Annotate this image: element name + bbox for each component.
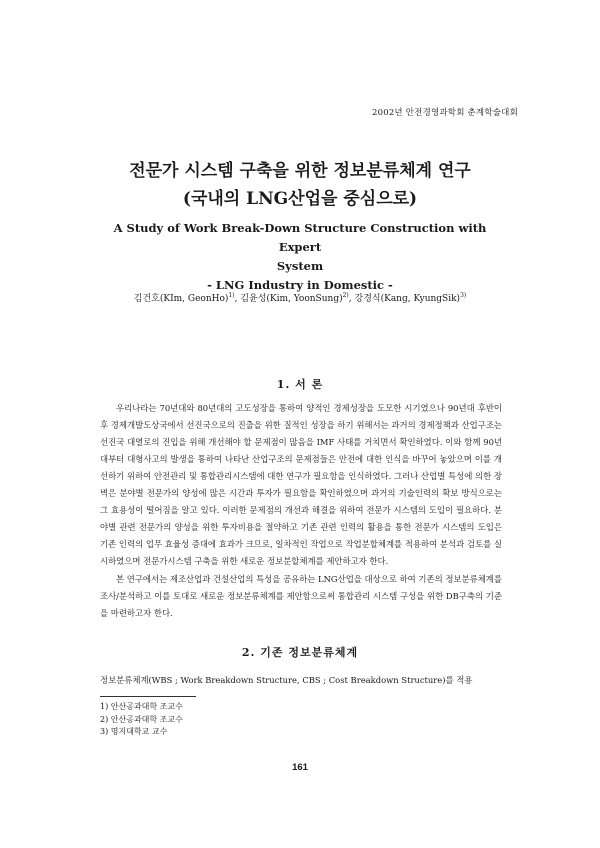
- korean-title-line1: 전문가 시스템 구축을 위한 정보분류체계 연구: [129, 161, 471, 181]
- footnotes: [100, 701, 183, 739]
- author-3: 강경식(Kang, KyungSik)$^{3)}$: [354, 292, 467, 304]
- author-list: 김건호(KIm, GeonHo)$^{1)}$, 김윤성(Kim, YoonSung)$^{2)}$, 강경식(Kang, KyungSik)$^{3)}$: [133, 292, 467, 304]
- footnote-2: 2) 안산공과대학 조교수: [100, 714, 183, 724]
- english-title-line2: System: [276, 259, 324, 273]
- section-heading-existing-wbs: 2. 기존 정보분류체계: [241, 646, 359, 659]
- footnote-1: 1) 안산공과대학 조교수: [100, 702, 183, 711]
- body-paragraph: 우리나라는 70년대와 80년대의 고도성장을 통하여 양적인 경제성장을 도모한 시기였으나 90년대 후반이후 경제개발도상국에서 선진국으로의 진출을 위한 질적인 성장을 하기 위해서는 과거의 경제정책과 산업구조는 선진국 대열로의 진입을 위해 개선해야 할 문제점이 많음을 IMF 사태를 거치면서 확인하였다. 이와 함께 90년대부터 대형사고의 발생을 통하여 나타난 산업구조의 문제점들은 안전에 대한 인식을 바꾸어 놓았으며 이를 개선하기 위하여 안전관리 및 통합관리시스템에 대한 연구가 필요함을 인식하였다. 그러나 산업별 특성에 의한 장벽은 분야별 전문가의 양성에 많은 시간과 투자가 필요함을 확인하였으며 과거의 기술인력의 확보 방식으로는 그 효용성이 떨어짐을 알고 있다. 이러한 문제점의 개선과 해결을 위하여 전문가 시스템의 도입이 필요하다. 분야별 관련 전문가의 양성을 위한 투자비용을 절약하고 기존 관련 인력의 활용을 통한 전문가 시스템의 도입은 기존 인력의 업무 효율성 증대에 효과가 크므로, 일차적인 작업으로 작업분할체계를 적용하여 분석과 검토를 실시하였으며 전문가시스템 구축을 위한 새로운 정보분할체계를 제안하고자 한다.: [100, 403, 502, 566]
- english-title-line3: - LNG Industry in Domestic -: [207, 278, 393, 292]
- body-paragraph: 정보분류체계(WBS ; Work Breakdown Structure, CBS ; Cost Breakdown Structure)를 적용: [100, 675, 473, 685]
- author-1: 김건호(KIm, GeonHo)$^{1)}$: [133, 292, 235, 304]
- footnote-3: 3) 명지대학교 교수: [100, 727, 168, 736]
- section-heading-introduction: 1. 서 론: [276, 378, 324, 391]
- conference-header: 2002년 안전경영과학회 춘계학술대회: [372, 108, 518, 118]
- english-title: [100, 219, 500, 295]
- english-title-line1: A Study of Work Break-Down Structure Construction with Expert: [113, 221, 487, 254]
- body-paragraph: 본 연구에서는 제조산업과 건설산업의 특성을 공유하는 LNG산업을 대상으로 하여 기존의 정보분류체계를 조사/분석하고 이를 토대로 새로운 정보분류체계를 제안함으로써 통합관리 시스템 구성을 위한 DB구축의 기준을 마련하고자 한다.: [100, 574, 502, 618]
- page-number: 161: [292, 762, 308, 773]
- footnote-divider: [100, 696, 196, 697]
- korean-title-line2: (국내의 LNG산업을 중심으로): [182, 189, 418, 209]
- korean-title: [0, 157, 600, 213]
- author-2: 김윤성(Kim, YoonSung)$^{2)}$: [240, 292, 349, 304]
